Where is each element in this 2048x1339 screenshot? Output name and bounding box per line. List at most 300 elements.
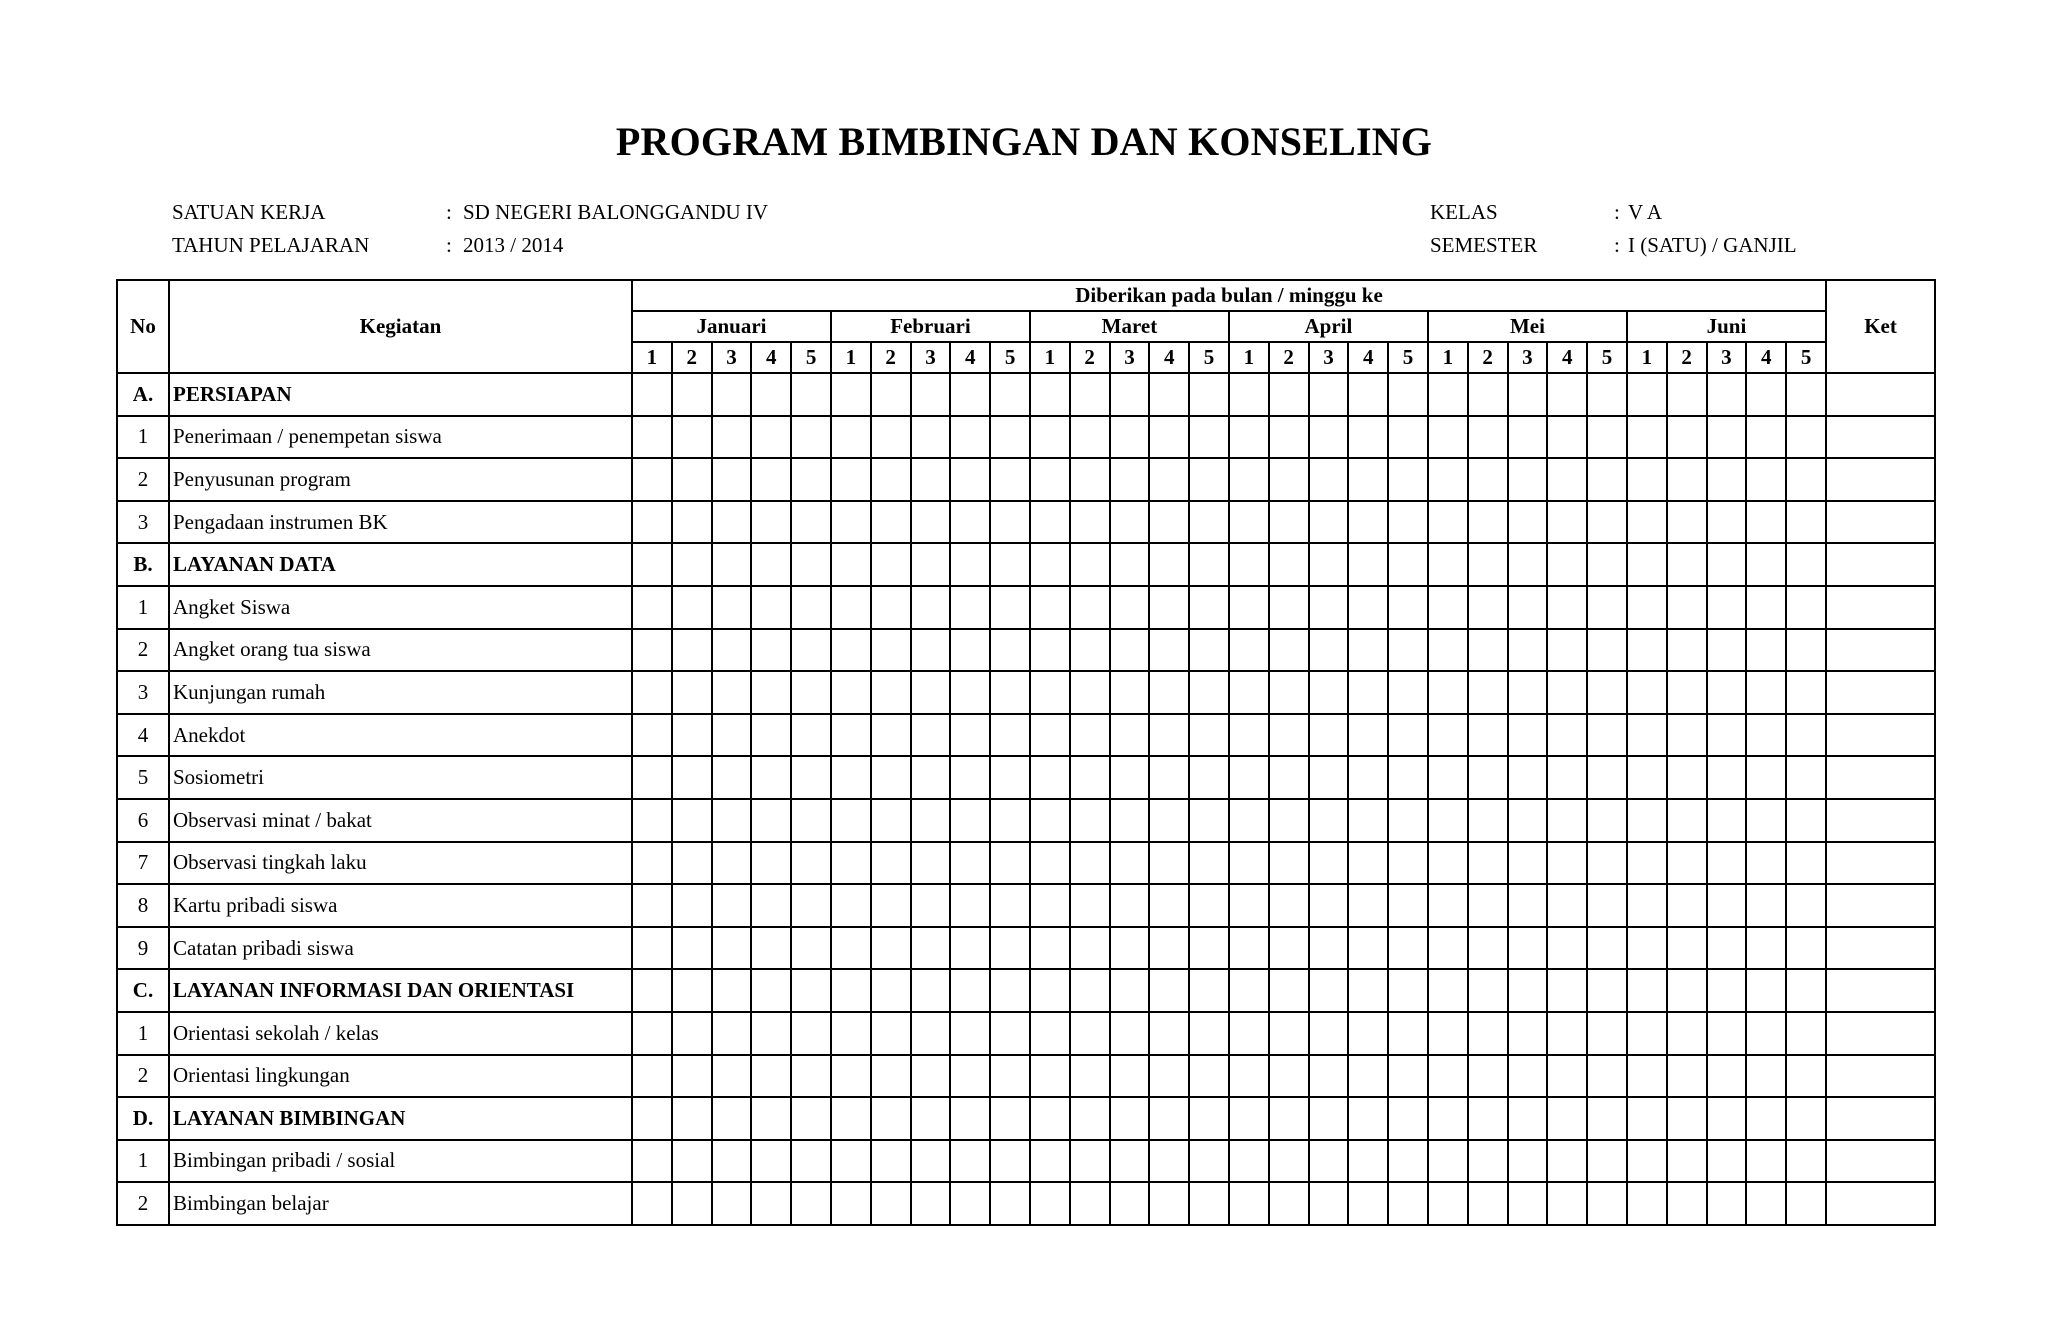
row-number: 8	[117, 884, 169, 927]
week-header: 2	[1468, 342, 1508, 373]
week-cell	[1149, 1140, 1189, 1183]
week-cell	[1587, 927, 1627, 970]
week-cell	[1627, 629, 1667, 672]
row-number: 1	[117, 1012, 169, 1055]
week-cell	[791, 373, 831, 416]
week-cell	[1149, 756, 1189, 799]
week-cell	[672, 714, 712, 757]
week-cell	[1746, 799, 1786, 842]
week-cell	[1309, 543, 1349, 586]
week-cell	[791, 884, 831, 927]
month-header: Mei	[1428, 311, 1627, 342]
activity-row	[117, 1055, 1935, 1098]
week-cell	[1746, 1012, 1786, 1055]
week-cell	[1468, 1182, 1508, 1225]
week-cell	[871, 756, 911, 799]
week-cell	[831, 884, 871, 927]
week-cell	[1388, 458, 1428, 501]
week-cell	[1786, 629, 1826, 672]
week-cell	[1309, 629, 1349, 672]
week-header: 5	[990, 342, 1030, 373]
week-cell	[1070, 884, 1110, 927]
period-header: Diberikan pada bulan / minggu ke	[632, 280, 1826, 311]
week-cell	[1149, 1055, 1189, 1098]
week-cell	[1707, 629, 1747, 672]
week-cell	[1269, 714, 1309, 757]
week-cell	[791, 416, 831, 459]
week-cell	[1070, 1012, 1110, 1055]
week-cell	[1746, 629, 1786, 672]
week-cell	[1547, 884, 1587, 927]
week-header: 3	[1110, 342, 1150, 373]
week-cell	[1149, 458, 1189, 501]
week-cell	[1388, 543, 1428, 586]
week-cell	[1468, 1055, 1508, 1098]
week-cell	[1229, 799, 1269, 842]
week-cell	[1229, 416, 1269, 459]
week-cell	[1468, 714, 1508, 757]
week-cell	[871, 1012, 911, 1055]
week-cell	[712, 1012, 752, 1055]
week-cell	[1149, 671, 1189, 714]
week-cell	[632, 1055, 672, 1098]
week-cell	[1627, 1182, 1667, 1225]
week-cell	[1388, 501, 1428, 544]
week-cell	[751, 373, 791, 416]
week-cell	[1388, 1012, 1428, 1055]
week-cell	[1269, 799, 1309, 842]
week-header: 5	[1587, 342, 1627, 373]
satuan-kerja-value: SD NEGERI BALONGGANDU IV	[463, 200, 769, 224]
week-cell	[1149, 1182, 1189, 1225]
week-cell	[990, 1055, 1030, 1098]
week-header: 4	[1348, 342, 1388, 373]
week-cell	[1149, 799, 1189, 842]
week-cell	[831, 1055, 871, 1098]
week-cell	[1707, 842, 1747, 885]
week-cell	[1786, 501, 1826, 544]
week-cell	[712, 1182, 752, 1225]
week-cell	[1627, 714, 1667, 757]
week-cell	[1547, 416, 1587, 459]
week-cell	[1547, 842, 1587, 885]
activity-row	[117, 458, 1935, 501]
week-cell	[1030, 416, 1070, 459]
week-cell	[1667, 1097, 1707, 1140]
week-cell	[911, 543, 951, 586]
week-cell	[1269, 1182, 1309, 1225]
week-cell	[1428, 756, 1468, 799]
no-header: No	[117, 280, 169, 373]
week-cell	[911, 969, 951, 1012]
ket-cell	[1826, 884, 1935, 927]
week-header: 1	[1627, 342, 1667, 373]
week-cell	[1547, 671, 1587, 714]
week-cell	[990, 969, 1030, 1012]
week-cell	[1627, 756, 1667, 799]
week-cell	[950, 1097, 990, 1140]
row-number: 2	[117, 1055, 169, 1098]
ket-cell	[1826, 373, 1935, 416]
week-cell	[632, 458, 672, 501]
ket-cell	[1826, 927, 1935, 970]
week-cell	[1508, 458, 1548, 501]
week-cell	[751, 1140, 791, 1183]
week-cell	[1348, 756, 1388, 799]
week-cell	[911, 756, 951, 799]
week-cell	[632, 969, 672, 1012]
week-cell	[1468, 416, 1508, 459]
week-cell	[1030, 458, 1070, 501]
week-cell	[1468, 629, 1508, 672]
week-cell	[1508, 1012, 1548, 1055]
week-cell	[1229, 714, 1269, 757]
week-cell	[751, 969, 791, 1012]
week-cell	[1667, 501, 1707, 544]
week-cell	[1786, 884, 1826, 927]
week-cell	[1388, 416, 1428, 459]
ket-cell	[1826, 543, 1935, 586]
week-cell	[1428, 1012, 1468, 1055]
week-cell	[1110, 1182, 1150, 1225]
week-cell	[1707, 1012, 1747, 1055]
week-cell	[1707, 416, 1747, 459]
week-cell	[1428, 416, 1468, 459]
week-cell	[1149, 543, 1189, 586]
week-cell	[1110, 1055, 1150, 1098]
week-cell	[1667, 927, 1707, 970]
week-cell	[831, 756, 871, 799]
week-cell	[871, 927, 911, 970]
week-cell	[871, 1097, 911, 1140]
week-cell	[672, 501, 712, 544]
week-cell	[831, 1012, 871, 1055]
week-cell	[1030, 842, 1070, 885]
week-cell	[1149, 586, 1189, 629]
week-cell	[950, 586, 990, 629]
week-cell	[1030, 969, 1070, 1012]
week-cell	[1110, 927, 1150, 970]
week-cell	[1388, 1055, 1428, 1098]
kelas-label: KELAS	[1430, 200, 1498, 224]
week-cell	[1707, 671, 1747, 714]
week-cell	[1110, 714, 1150, 757]
week-cell	[751, 927, 791, 970]
ket-cell	[1826, 458, 1935, 501]
week-cell	[751, 1055, 791, 1098]
week-cell	[911, 799, 951, 842]
week-cell	[1229, 1097, 1269, 1140]
week-cell	[950, 884, 990, 927]
week-cell	[1746, 373, 1786, 416]
week-cell	[1269, 756, 1309, 799]
week-cell	[1070, 842, 1110, 885]
row-number: 2	[117, 458, 169, 501]
week-cell	[1110, 799, 1150, 842]
week-cell	[1269, 1055, 1309, 1098]
week-cell	[712, 543, 752, 586]
week-cell	[712, 416, 752, 459]
week-cell	[1627, 1140, 1667, 1183]
week-cell	[751, 1182, 791, 1225]
week-cell	[1468, 373, 1508, 416]
week-cell	[1348, 501, 1388, 544]
week-cell	[990, 1140, 1030, 1183]
week-cell	[1786, 756, 1826, 799]
week-cell	[1468, 543, 1508, 586]
activity-row	[117, 927, 1935, 970]
week-cell	[1189, 714, 1229, 757]
week-cell	[1388, 1140, 1428, 1183]
week-cell	[1388, 714, 1428, 757]
week-cell	[1388, 586, 1428, 629]
week-cell	[1547, 799, 1587, 842]
week-cell	[672, 373, 712, 416]
week-cell	[1428, 714, 1468, 757]
week-cell	[632, 1097, 672, 1140]
week-header: 1	[1030, 342, 1070, 373]
week-cell	[871, 799, 911, 842]
week-cell	[1746, 884, 1786, 927]
week-cell	[871, 458, 911, 501]
week-cell	[1309, 842, 1349, 885]
week-cell	[1309, 671, 1349, 714]
week-cell	[911, 586, 951, 629]
week-cell	[1746, 1182, 1786, 1225]
week-cell	[1587, 1012, 1627, 1055]
week-cell	[1707, 1182, 1747, 1225]
week-cell	[1707, 586, 1747, 629]
week-cell	[1229, 586, 1269, 629]
week-cell	[990, 543, 1030, 586]
week-cell	[1269, 969, 1309, 1012]
activity-name: Observasi minat / bakat	[169, 799, 632, 842]
week-cell	[672, 1097, 712, 1140]
week-cell	[1746, 458, 1786, 501]
week-cell	[990, 927, 1030, 970]
activity-name: Angket orang tua siswa	[169, 629, 632, 672]
satuan-kerja-colon: :	[446, 200, 452, 224]
activity-row	[117, 629, 1935, 672]
week-cell	[1627, 543, 1667, 586]
week-cell	[1667, 799, 1707, 842]
week-cell	[871, 416, 911, 459]
week-cell	[1707, 1055, 1747, 1098]
activity-name: Orientasi lingkungan	[169, 1055, 632, 1098]
week-cell	[672, 799, 712, 842]
week-header: 1	[831, 342, 871, 373]
ket-cell	[1826, 629, 1935, 672]
activity-row	[117, 671, 1935, 714]
row-number: 3	[117, 671, 169, 714]
week-cell	[1746, 416, 1786, 459]
activity-name: Pengadaan instrumen BK	[169, 501, 632, 544]
week-cell	[1746, 543, 1786, 586]
week-cell	[1786, 1055, 1826, 1098]
week-cell	[990, 799, 1030, 842]
week-cell	[1309, 416, 1349, 459]
tahun-pelajaran-value: 2013 / 2014	[463, 233, 564, 257]
week-cell	[1547, 458, 1587, 501]
activity-name: Sosiometri	[169, 756, 632, 799]
row-number: 4	[117, 714, 169, 757]
week-header: 4	[1746, 342, 1786, 373]
week-cell	[831, 629, 871, 672]
week-cell	[1149, 714, 1189, 757]
week-cell	[1309, 1097, 1349, 1140]
ket-cell	[1826, 1012, 1935, 1055]
week-cell	[990, 1182, 1030, 1225]
ket-cell	[1826, 1097, 1935, 1140]
week-cell	[1149, 927, 1189, 970]
activity-name: Catatan pribadi siswa	[169, 927, 632, 970]
row-number: 1	[117, 416, 169, 459]
week-cell	[791, 799, 831, 842]
week-cell	[1667, 842, 1707, 885]
row-number: 3	[117, 501, 169, 544]
week-cell	[1110, 458, 1150, 501]
week-cell	[632, 1012, 672, 1055]
week-cell	[1030, 373, 1070, 416]
week-cell	[1587, 543, 1627, 586]
week-cell	[911, 1012, 951, 1055]
week-cell	[632, 373, 672, 416]
week-cell	[1547, 1182, 1587, 1225]
week-cell	[1110, 969, 1150, 1012]
week-cell	[1468, 671, 1508, 714]
week-cell	[712, 1055, 752, 1098]
week-cell	[1428, 1182, 1468, 1225]
week-cell	[1189, 1097, 1229, 1140]
week-cell	[1786, 373, 1826, 416]
header-row-period	[117, 280, 1935, 311]
week-cell	[1110, 373, 1150, 416]
week-cell	[950, 1182, 990, 1225]
week-cell	[1070, 799, 1110, 842]
week-cell	[1189, 629, 1229, 672]
week-cell	[1110, 884, 1150, 927]
week-cell	[1508, 671, 1548, 714]
week-cell	[1269, 416, 1309, 459]
week-header: 2	[1667, 342, 1707, 373]
week-cell	[1348, 1055, 1388, 1098]
week-cell	[1667, 671, 1707, 714]
week-header: 2	[1070, 342, 1110, 373]
row-number: 1	[117, 586, 169, 629]
week-cell	[1746, 1097, 1786, 1140]
week-cell	[1030, 1182, 1070, 1225]
week-cell	[1667, 373, 1707, 416]
week-cell	[1070, 927, 1110, 970]
week-cell	[712, 501, 752, 544]
week-header: 3	[1309, 342, 1349, 373]
week-cell	[1388, 969, 1428, 1012]
week-cell	[1030, 1097, 1070, 1140]
week-cell	[1388, 756, 1428, 799]
document-title: PROGRAM BIMBINGAN DAN KONSELING	[615, 119, 1433, 164]
week-cell	[1587, 969, 1627, 1012]
week-cell	[990, 1012, 1030, 1055]
week-cell	[751, 1012, 791, 1055]
week-cell	[1786, 969, 1826, 1012]
week-cell	[1428, 1097, 1468, 1140]
week-cell	[1627, 373, 1667, 416]
week-cell	[1149, 501, 1189, 544]
week-cell	[1547, 629, 1587, 672]
week-cell	[1587, 756, 1627, 799]
week-cell	[871, 629, 911, 672]
week-cell	[1707, 458, 1747, 501]
week-header: 4	[1547, 342, 1587, 373]
week-cell	[672, 543, 712, 586]
week-cell	[950, 458, 990, 501]
week-cell	[1786, 714, 1826, 757]
week-cell	[672, 1182, 712, 1225]
week-cell	[791, 927, 831, 970]
week-cell	[632, 756, 672, 799]
week-cell	[672, 671, 712, 714]
week-cell	[1269, 842, 1309, 885]
week-cell	[1786, 543, 1826, 586]
kelas-value: V A	[1628, 200, 1663, 224]
week-cell	[1786, 1182, 1826, 1225]
week-cell	[1269, 586, 1309, 629]
week-cell	[1388, 884, 1428, 927]
week-cell	[1428, 1140, 1468, 1183]
week-header: 2	[672, 342, 712, 373]
week-cell	[1110, 501, 1150, 544]
week-cell	[990, 671, 1030, 714]
week-cell	[1269, 629, 1309, 672]
week-cell	[1229, 458, 1269, 501]
week-cell	[1189, 1182, 1229, 1225]
week-cell	[1627, 416, 1667, 459]
week-cell	[1786, 586, 1826, 629]
week-cell	[831, 714, 871, 757]
week-cell	[911, 416, 951, 459]
week-cell	[1189, 1140, 1229, 1183]
week-cell	[871, 842, 911, 885]
week-cell	[1309, 927, 1349, 970]
row-number: D.	[117, 1097, 169, 1140]
week-cell	[1428, 671, 1468, 714]
week-cell	[1189, 1055, 1229, 1098]
month-header: Februari	[831, 311, 1030, 342]
week-cell	[831, 501, 871, 544]
week-cell	[751, 501, 791, 544]
week-cell	[1508, 799, 1548, 842]
activity-name: Bimbingan belajar	[169, 1182, 632, 1225]
row-number: B.	[117, 543, 169, 586]
week-cell	[791, 842, 831, 885]
week-cell	[1309, 586, 1349, 629]
week-cell	[1468, 1140, 1508, 1183]
week-cell	[1189, 927, 1229, 970]
week-cell	[712, 756, 752, 799]
week-cell	[1388, 1182, 1428, 1225]
week-cell	[871, 543, 911, 586]
week-cell	[1030, 671, 1070, 714]
week-cell	[791, 1055, 831, 1098]
week-cell	[1746, 1055, 1786, 1098]
week-cell	[1587, 799, 1627, 842]
week-cell	[871, 373, 911, 416]
week-cell	[1309, 799, 1349, 842]
week-cell	[1667, 629, 1707, 672]
week-cell	[1189, 586, 1229, 629]
week-cell	[990, 714, 1030, 757]
week-cell	[712, 927, 752, 970]
